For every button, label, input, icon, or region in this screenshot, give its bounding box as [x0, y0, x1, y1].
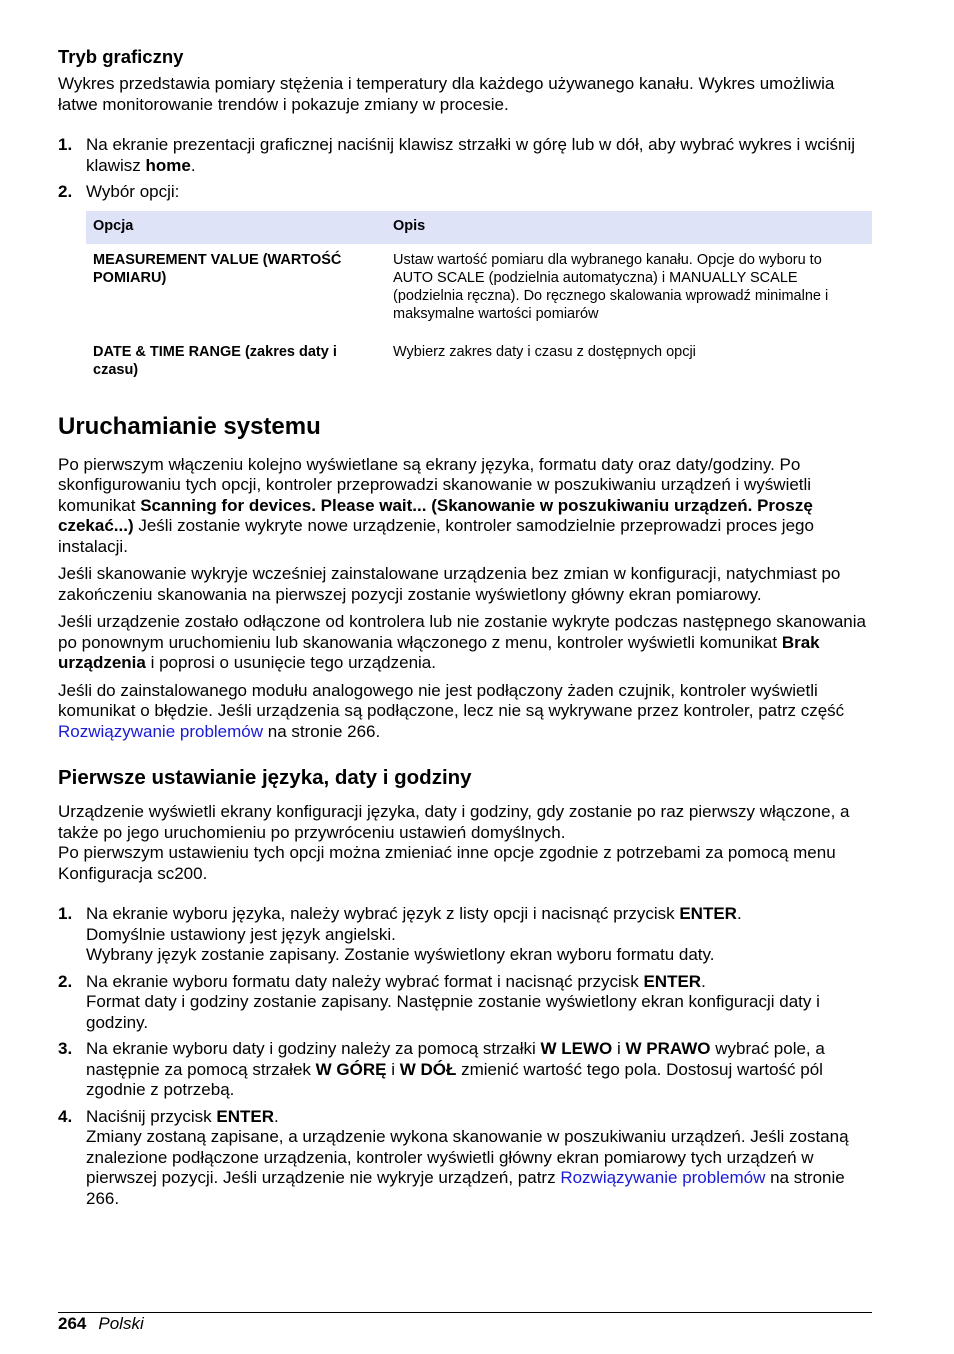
troubleshooting-link[interactable]: Rozwiązywanie problemów	[58, 721, 264, 741]
options-table	[86, 211, 872, 387]
table-row	[86, 244, 872, 337]
section-title-language: Pierwsze ustawianie języka, daty i godziny	[58, 766, 472, 789]
table-row	[86, 337, 872, 387]
section-title-startup: Uruchamianie systemu	[58, 412, 321, 440]
list-item	[58, 182, 872, 203]
graph-intro: Wykres przedstawia pomiary stężenia i temperatury dla każdego używanego kanału. Wykres umożliwia łatwe monitorowanie trendów i pokazuje zmiany w procesie.	[58, 74, 835, 114]
graph-steps	[58, 135, 872, 203]
step-text: Na ekranie wyboru języka, należy wybrać język z listy opcji i nacisnąć przycisk ENTER. Domyślnie ustawiony jest język angielski. Wybrany język zostanie zapisany. Zostanie wyświetlony ekran wyboru formatu daty.	[86, 904, 742, 964]
page-number: 264	[58, 1314, 87, 1333]
section-title-graph: Tryb graficzny	[58, 46, 184, 67]
list-item	[58, 1039, 872, 1101]
step-number: 1.	[58, 904, 73, 923]
step-number: 2.	[58, 971, 73, 991]
startup-paragraph-3: Jeśli urządzenie zostało odłączone od kontrolera lub nie zostanie wykryte podczas następnego skanowania po ponownym uruchomieniu lub skanowania włączonego z menu, kontroler wyświetli komunikat Brak urządzenia i poprosi o usunięcie tego urządzenia.	[58, 612, 866, 672]
table-cell-option: MEASUREMENT VALUE (WARTOŚĆ POMIARU)	[93, 251, 342, 286]
step-text: Naciśnij przycisk ENTER. Zmiany zostaną zapisane, a urządzenie wykona skanowanie w poszukiwaniu urządzeń. Jeśli zostaną znalezione podłączone urządzenia, kontroler wyświetli główny ekran pomiarowy tych urządzeń w pierwszej pozycji. Jeśli urządzenie nie wykryje urządzeń, patrz Rozwiązywanie problemów na stronie 266.	[86, 1106, 849, 1208]
startup-paragraph-2: Jeśli skanowanie wykryje wcześniej zainstalowane urządzenia bez zmian w konfiguracji, natychmiast po zakończeniu skanowania na pierwszej pozycji zostanie wyświetlony główny ekran pomiarowy.	[58, 564, 841, 604]
list-item	[58, 972, 872, 1034]
step-text: Wybór opcji:	[86, 182, 180, 201]
step-text: Na ekranie prezentacji graficznej naciśnij klawisz strzałki w górę lub w dół, aby wybrać wykres i wciśnij klawisz home.	[86, 135, 856, 175]
table-header-option: Opcja	[86, 211, 386, 244]
table-cell-option: DATE & TIME RANGE (zakres daty i czasu)	[93, 343, 337, 378]
table-cell-desc: Ustaw wartość pomiaru dla wybranego kanału. Opcje do wyboru to AUTO SCALE (podzielnia automatyczna) i MANUALLY SCALE (podzielnia ręczna). Do ręcznego skalowania wprowadź minimalne i maksymalne wartości pomiarów	[393, 251, 829, 322]
step-number: 2.	[58, 182, 73, 201]
table-header-row	[86, 211, 872, 244]
step-text: Na ekranie wyboru formatu daty należy wybrać format i nacisnąć przycisk ENTER. Format daty i godziny zostanie zapisany. Następnie zostanie wyświetlony ekran konfiguracji daty i godziny.	[86, 971, 820, 1032]
startup-paragraph-1: Po pierwszym włączeniu kolejno wyświetlane są ekrany języka, formatu daty oraz daty/godziny. Po skonfigurowaniu tych opcji, kontroler przeprowadzi skanowanie w poszukiwaniu urządzeń i wyświetli komunikat Scanning for devices. Please wait... (Skanowanie w poszukiwaniu urządzeń. Proszę czekać...) Jeśli zostanie wykryte nowe urządzenie, kontroler samodzielnie przeprowadzi proces jego instalacji.	[58, 454, 814, 556]
troubleshooting-link[interactable]: Rozwiązywanie problemów	[560, 1168, 766, 1187]
language-steps	[58, 904, 872, 1209]
list-item	[58, 904, 872, 966]
page-content	[58, 46, 872, 1215]
step-number: 4.	[58, 1106, 73, 1126]
table-cell-desc: Wybierz zakres daty i czasu z dostępnych opcji	[393, 343, 696, 360]
step-number: 3.	[58, 1039, 73, 1058]
startup-paragraph-4: Jeśli do zainstalowanego modułu analogowego nie jest podłączony żaden czujnik, kontroler wyświetli komunikat o błędzie. Jeśli urządzenia są podłączone, lecz nie są wykrywane przez kontroler, patrz część Rozwiązywanie problemów na stronie 266.	[58, 680, 845, 741]
step-text: Na ekranie wyboru daty i godziny należy za pomocą strzałki W LEWO i W PRAWO wybrać pole, a następnie za pomocą strzałek W GÓRĘ i W DÓŁ zmienić wartość tego pola. Dostosuj wartość pól zgodnie z potrzebą.	[86, 1039, 825, 1099]
language-intro: Urządzenie wyświetli ekrany konfiguracji języka, daty i godziny, gdy zostanie po raz pierwszy włączone, a także po jego uruchomieniu po przywróceniu ustawień domyślnych. Po pierwszym ustawieniu tych opcji można zmieniać inne opcje zgodnie z potrzebami za pomocą menu Konfiguracja sc200.	[58, 802, 850, 883]
footer-language: Polski	[98, 1314, 144, 1333]
list-item	[58, 135, 872, 176]
page-footer	[58, 1312, 872, 1334]
step-number: 1.	[58, 135, 73, 154]
list-item	[58, 1107, 872, 1210]
table-header-desc: Opis	[386, 211, 872, 244]
